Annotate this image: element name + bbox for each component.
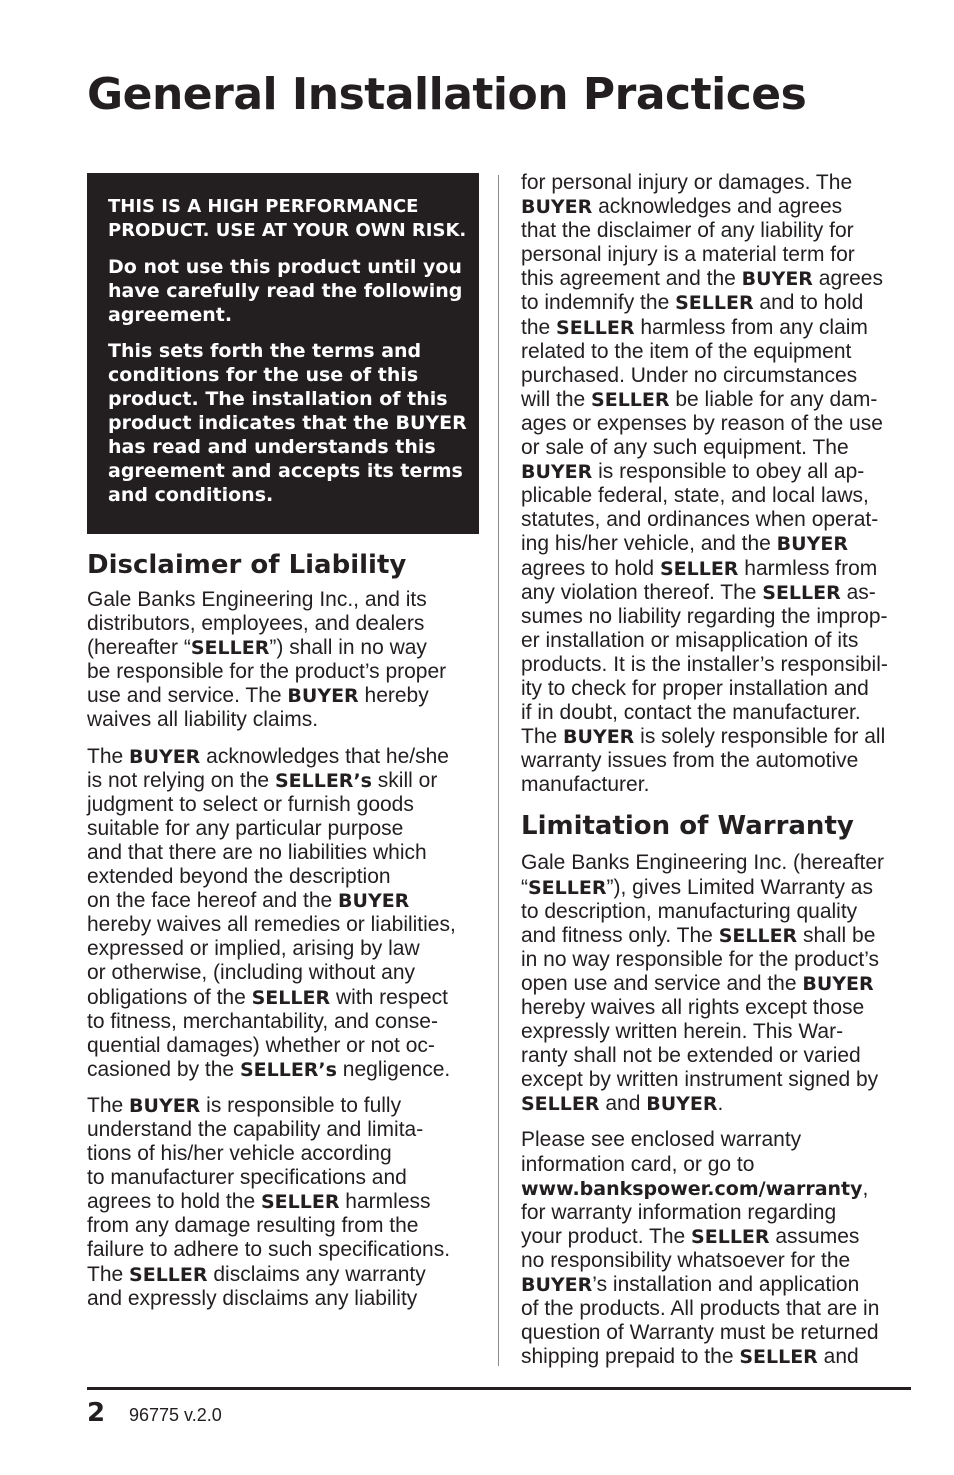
text-line: or sale of any such equipment. The xyxy=(521,436,849,460)
text-line: understand the capability and limita- xyxy=(87,1117,424,1141)
text-line: agrees to hold the SELLER harmless xyxy=(87,1190,431,1214)
text-line: failure to adhere to such specifications. xyxy=(87,1238,451,1262)
text-line: www.bankspower.com/warranty, xyxy=(521,1176,869,1200)
text-line: and fitness only. The SELLER shall be xyxy=(521,923,876,947)
text-line: plicable federal, state, and local laws, xyxy=(521,484,869,508)
text-line: to fitness, merchantability, and conse- xyxy=(87,1009,438,1033)
text-line: manufacturer. xyxy=(521,773,650,797)
text-line: information card, or go to xyxy=(521,1152,755,1176)
warning-line-3: This sets forth the terms and conditions for the use of this product. The installation of this product indicates that the BUYER has read and understands this agreement and accepts its terms and conditions. xyxy=(108,340,467,506)
disclaimer-heading: Disclaimer of Liability xyxy=(87,550,407,580)
text-line: that the disclaimer of any liability for xyxy=(521,219,854,243)
warranty-paragraph-1 xyxy=(521,851,917,1116)
warning-box xyxy=(87,173,479,534)
text-line: related to the item of the equipment xyxy=(521,339,852,363)
disclaimer-paragraph-3-continued xyxy=(521,171,917,797)
text-line: ing his/her vehicle, and the BUYER xyxy=(521,532,848,556)
left-column xyxy=(87,173,479,1323)
text-line: expressly written herein. This War- xyxy=(521,1020,844,1044)
warning-line-1: THIS IS A HIGH PERFORMANCE PRODUCT. USE AT YOUR OWN RISK. xyxy=(108,196,467,241)
text-line: BUYER is responsible to obey all ap- xyxy=(521,460,865,484)
text-line: waives all liability claims. xyxy=(87,708,319,732)
text-line: and that there are no liabilities which xyxy=(87,840,427,864)
text-line: distributors, employees, and dealers xyxy=(87,612,425,636)
text-line: warranty issues from the automotive xyxy=(521,749,859,773)
text-line: your product. The SELLER assumes xyxy=(521,1224,860,1248)
text-line: The BUYER acknowledges that he/she xyxy=(87,744,449,768)
text-line: any violation thereof. The SELLER as- xyxy=(521,580,876,604)
text-line: The BUYER is solely responsible for all xyxy=(521,725,886,749)
warranty-heading: Limitation of Warranty xyxy=(521,811,854,842)
text-line: ranty shall not be extended or varied xyxy=(521,1044,861,1068)
text-line: “SELLER”), gives Limited Warranty as xyxy=(521,875,873,899)
text-line: SELLER and BUYER. xyxy=(521,1092,724,1116)
warranty-paragraph-2 xyxy=(521,1128,917,1369)
text-line: products. It is the installer’s responsibil- xyxy=(521,652,888,676)
text-line: Please see enclosed warranty xyxy=(521,1128,802,1152)
text-line: this agreement and the BUYER agrees xyxy=(521,267,883,291)
column-divider xyxy=(498,175,499,1366)
text-line: is not relying on the SELLER’s skill or xyxy=(87,768,438,792)
text-line: casioned by the SELLER’s negligence. xyxy=(87,1057,451,1081)
text-line: BUYER acknowledges and agrees xyxy=(521,195,843,219)
text-line: suitable for any particular purpose xyxy=(87,816,404,840)
text-line: The BUYER is responsible to fully xyxy=(87,1093,402,1117)
text-line: if in doubt, contact the manufacturer. xyxy=(521,701,861,725)
text-line: judgment to select or furnish goods xyxy=(87,792,414,816)
text-line: no responsibility whatsoever for the xyxy=(521,1248,851,1272)
text-line: ity to check for proper installation and xyxy=(521,676,869,700)
text-line: (hereafter “SELLER”) shall in no way xyxy=(87,636,427,660)
text-line: shipping prepaid to the SELLER and xyxy=(521,1345,859,1369)
text-line: the SELLER harmless from any claim xyxy=(521,315,868,339)
text-line: statutes, and ordinances when operat- xyxy=(521,508,879,532)
text-line: or otherwise, (including without any xyxy=(87,961,416,985)
text-line: to description, manufacturing quality xyxy=(521,899,858,923)
text-line: Gale Banks Engineering Inc., and its xyxy=(87,588,427,611)
text-line: in no way responsible for the product’s xyxy=(521,947,879,971)
text-line: BUYER’s installation and application xyxy=(521,1273,860,1297)
text-line: The SELLER disclaims any warranty xyxy=(87,1262,426,1286)
text-line: extended beyond the description xyxy=(87,865,391,889)
text-line: obligations of the SELLER with respect xyxy=(87,985,449,1009)
text-line: purchased. Under no circumstances xyxy=(521,363,858,387)
text-line: quential damages) whether or not oc- xyxy=(87,1033,435,1057)
text-line: will the SELLER be liable for any dam- xyxy=(521,387,878,411)
text-line: except by written instrument signed by xyxy=(521,1068,879,1092)
footer-rule xyxy=(87,1387,911,1390)
right-column xyxy=(521,171,917,1381)
text-line: open use and service and the BUYER xyxy=(521,971,874,995)
text-line: er installation or misapplication of its xyxy=(521,628,859,652)
page-title: General Installation Practices xyxy=(87,69,807,120)
document-code: 96775 v.2.0 xyxy=(129,1405,222,1425)
text-line: sumes no liability regarding the improp- xyxy=(521,604,888,628)
text-line: of the products. All products that are in xyxy=(521,1297,880,1321)
text-line: from any damage resulting from the xyxy=(87,1214,419,1238)
text-line: Gale Banks Engineering Inc. (hereafter xyxy=(521,851,885,875)
disclaimer-paragraph-2 xyxy=(87,745,479,1082)
text-line: be responsible for the product’s proper xyxy=(87,660,447,684)
text-line: ages or expenses by reason of the use xyxy=(521,411,883,435)
text-line: question of Warranty must be returned xyxy=(521,1321,879,1345)
text-line: to manufacturer specifications and xyxy=(87,1166,407,1190)
page-number: 2 xyxy=(87,1398,106,1428)
warning-line-2: Do not use this product until you have carefully read the following agreement. xyxy=(108,256,463,326)
text-line: for personal injury or damages. The xyxy=(521,171,853,194)
text-line: expressed or implied, arising by law xyxy=(87,937,420,961)
text-line: hereby waives all rights except those xyxy=(521,996,865,1019)
text-line: personal injury is a material term for xyxy=(521,243,855,267)
text-line: and expressly disclaims any liability xyxy=(87,1286,418,1310)
text-line: to indemnify the SELLER and to hold xyxy=(521,291,864,315)
disclaimer-paragraph-3 xyxy=(87,1094,479,1311)
text-line: hereby waives all remedies or liabilities, xyxy=(87,913,456,937)
text-line: agrees to hold SELLER harmless from xyxy=(521,556,878,580)
text-line: tions of his/her vehicle according xyxy=(87,1142,392,1166)
text-line: on the face hereof and the BUYER xyxy=(87,889,410,913)
text-line: for warranty information regarding xyxy=(521,1200,837,1224)
text-line: use and service. The BUYER hereby xyxy=(87,684,429,708)
disclaimer-paragraph-1 xyxy=(87,588,479,733)
